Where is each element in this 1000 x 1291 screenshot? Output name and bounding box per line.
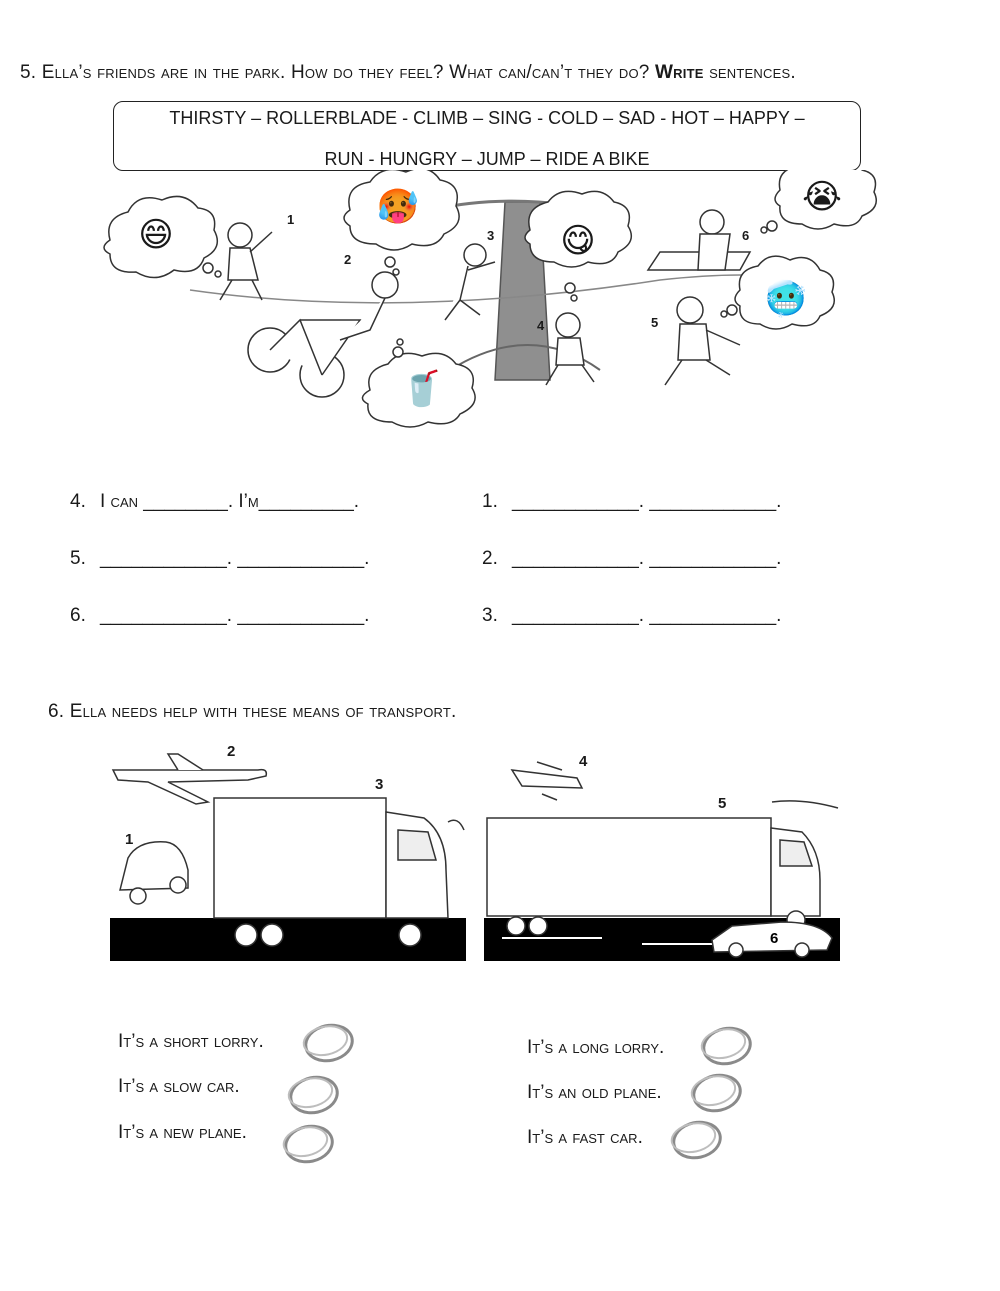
answer-oval-long-lorry[interactable] (699, 1022, 756, 1070)
answer-number: 5. (70, 548, 86, 569)
answer-oval-short-lorry[interactable] (301, 1019, 358, 1067)
transport-number-2: 2 (227, 743, 236, 760)
hot-face-icon: 🥵 (376, 187, 420, 227)
statement-long-lorry: It’s a long lorry. (527, 1037, 665, 1058)
answer-line-4[interactable] (70, 491, 359, 513)
transport-picture-right (482, 740, 842, 965)
cold-face-icon: 🥶 (764, 279, 808, 319)
section-5-heading-text: 5. Ella’s friends are in the park. How do they feel? What can/can’t they do? (20, 62, 650, 83)
section-5-heading-end: sentences. (709, 62, 796, 83)
word-bank-line-2: RUN - HUNGRY – JUMP – RIDE A BIKE (324, 149, 650, 169)
thirsty-face-icon: 🥤 (400, 369, 444, 409)
child-number-5: 5 (651, 315, 659, 330)
answer-line-3[interactable] (482, 605, 781, 627)
short-lorry-cab (386, 812, 448, 918)
answer-oval-slow-car[interactable] (286, 1071, 343, 1119)
answer-oval-new-plane[interactable] (281, 1120, 338, 1168)
word-bank-line-1: THIRSTY – ROLLERBLADE - CLIMB – SING - COLD – SAD - HOT – HAPPY – (169, 108, 805, 128)
short-lorry-box (214, 798, 386, 918)
transport-number-6: 6 (770, 930, 779, 947)
answer-text: ____________. ____________. (100, 605, 370, 626)
answer-text: ____________. ____________. (512, 491, 782, 512)
word-bank-box (113, 101, 861, 171)
child-number-1: 1 (287, 212, 295, 227)
long-lorry-box (487, 818, 771, 916)
statement-fast-car: It’s a fast car. (527, 1127, 643, 1148)
child-6-rollerblading (648, 210, 750, 270)
answer-oval-fast-car[interactable] (669, 1116, 726, 1164)
answer-text: ____________. ____________. (512, 605, 782, 626)
answer-number: 3. (482, 605, 498, 626)
transport-number-1: 1 (125, 831, 134, 848)
answer-line-2[interactable] (482, 548, 781, 570)
transport-number-4: 4 (579, 753, 588, 770)
answer-text: ____________. ____________. (512, 548, 782, 569)
transport-illustration-left (108, 740, 468, 965)
child-1-singing (220, 223, 272, 300)
old-biplane (512, 770, 582, 788)
child-number-6: 6 (742, 228, 750, 243)
park-scene (100, 170, 890, 430)
answer-text: ____________. ____________. (100, 548, 370, 569)
statement-new-plane: It’s a new plane. (118, 1122, 247, 1143)
child-number-3: 3 (487, 228, 495, 243)
answer-oval-old-plane[interactable] (689, 1069, 746, 1117)
child-number-4: 4 (537, 318, 545, 333)
transport-illustration-right (482, 740, 842, 965)
crying-face-icon: 😭 (802, 177, 842, 217)
answer-text: I can ________. I’m_________. (100, 491, 360, 512)
answer-line-1[interactable] (482, 491, 781, 513)
child-3-climbing (445, 244, 495, 320)
statement-old-plane: It’s an old plane. (527, 1082, 662, 1103)
section-5-heading (20, 62, 796, 84)
statement-slow-car: It’s a slow car. (118, 1076, 240, 1097)
statement-short-lorry: It’s a short lorry. (118, 1031, 264, 1052)
section-5-heading-bold: Write (655, 62, 704, 83)
section-6-heading: 6. Ella needs help with these means of transport. (48, 701, 457, 722)
answer-line-5[interactable] (70, 548, 369, 570)
answer-number: 4. (70, 491, 86, 512)
answer-number: 2. (482, 548, 498, 569)
happy-face-icon: 😄 (138, 215, 174, 255)
answer-number: 6. (70, 605, 86, 626)
answer-number: 1. (482, 491, 498, 512)
transport-number-5: 5 (718, 795, 727, 812)
answer-line-6[interactable] (70, 605, 369, 627)
transport-picture-left (108, 740, 468, 965)
hungry-face-icon: 😋 (560, 221, 596, 261)
child-number-2: 2 (344, 252, 352, 267)
transport-number-3: 3 (375, 776, 384, 793)
